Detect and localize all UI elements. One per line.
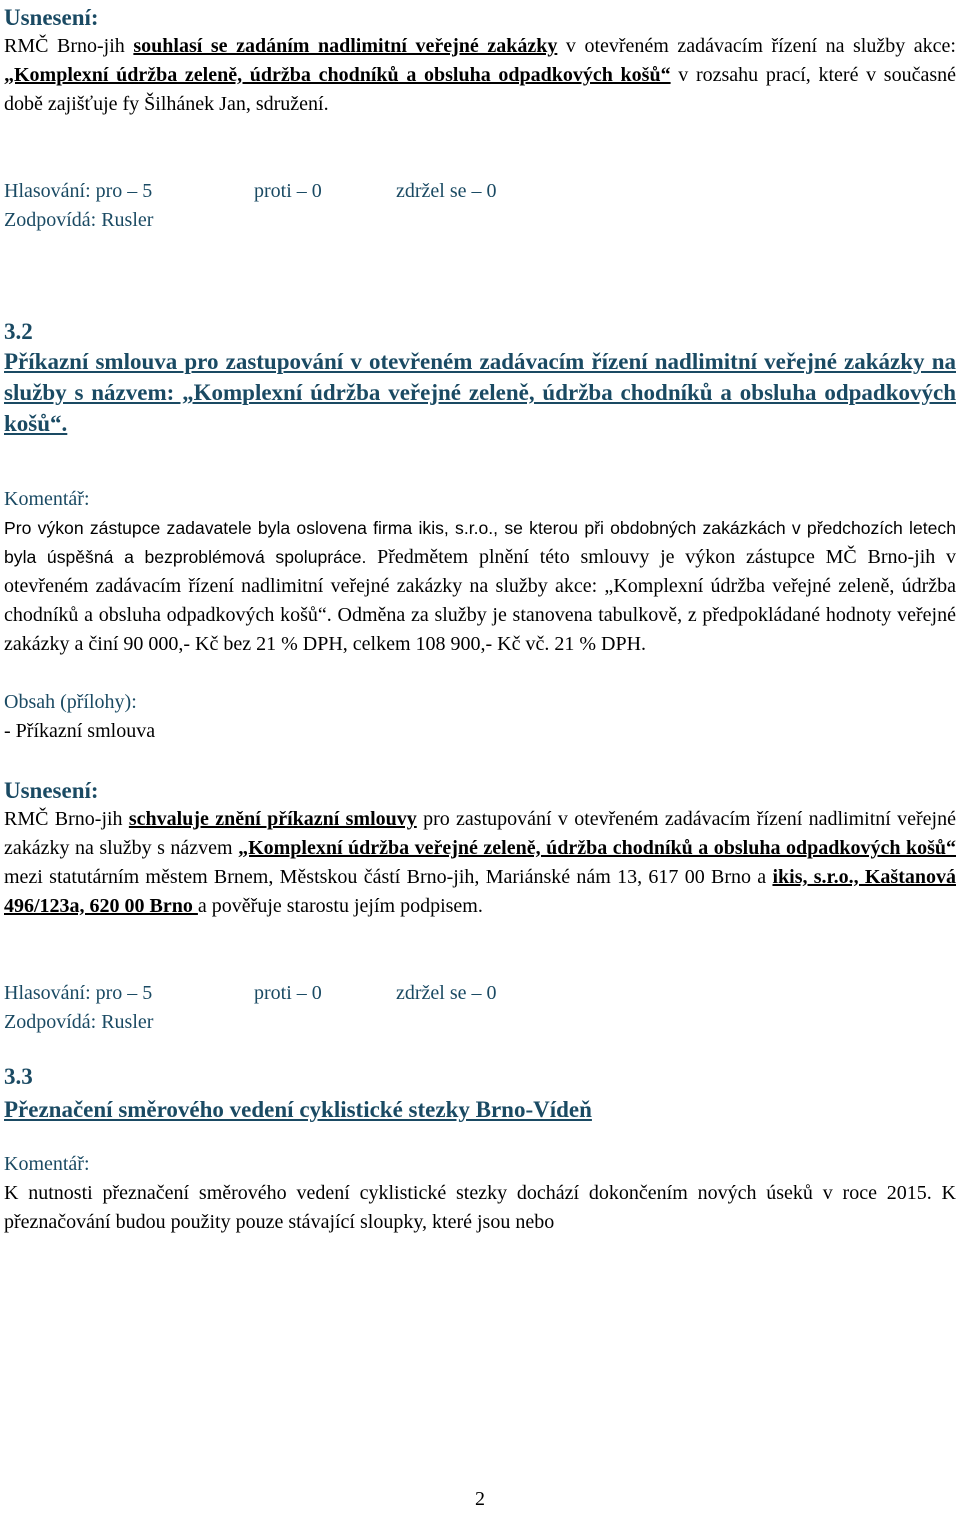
section-title-3-3: Přeznačení směrového vedení cyklistické stezky Brno-Vídeň (4, 1097, 592, 1122)
vote-line-2 (4, 979, 956, 1008)
resolution-text-1 (4, 32, 956, 119)
resolution-label-2: Usnesení: (4, 778, 99, 803)
section-title-3-2: Příkazní smlouva pro zastupování v otevřeném zadávacím řízení nadlimitní veřejné zakázky na služby s názvem: „Komplexní údržba veřejné zeleně, údržba chodníků a obsluha odpadkových košů“. (4, 349, 956, 436)
vote-2-pro: Hlasování: pro – 5 (4, 982, 153, 1004)
responsible-1: Zodpovídá: Rusler (4, 209, 154, 231)
vote-2-proti: proti – 0 (254, 982, 322, 1004)
vote-2-zdrzel: zdržel se – 0 (396, 982, 497, 1004)
resolution-1-part-2: souhlasí se zadáním nadlimitní veřejné zakázky (133, 35, 558, 57)
resolution-1-part-1: RMČ Brno-jih (4, 35, 134, 57)
resolution-1-part-5: v rozsahu prací, které v současné době zajišťuje fy Šilhánek Jan, sdružení. (4, 64, 956, 115)
resolution-label-1: Usnesení: (4, 5, 99, 30)
document-page (4, 3, 956, 1237)
comment-3-2-part-2: Předmětem plnění této smlouvy je výkon zástupce MČ Brno-jih v otevřeném zadávacím řízení nadlimitní veřejné zakázky na služby akce: „Komplexní údržba veřejné zeleně, údržba chodníků a obsluha odpadkových košů“. Odměna za služby je stanovena tabulkově, z předpokládané hodnoty veřejné zakázky a činí 90 000,- Kč bez 21 % DPH, celkem 108 900,- Kč vč. 21 % DPH. (4, 546, 957, 655)
comment-text-3-2 (4, 514, 956, 659)
comment-label-3-2: Komentář: (4, 488, 90, 510)
comment-label-3-3: Komentář: (4, 1153, 90, 1175)
resolution-1-part-4: „Komplexní údržba zeleně, údržba chodníků a obsluha odpadkových košů“ (4, 64, 671, 86)
vote-1-zdrzel: zdržel se – 0 (396, 180, 497, 202)
comment-3-2-part-1: Pro výkon zástupce zadavatele byla oslovena firma ikis, s.r.o., se kterou při obdobných zakázkách v předchozích letech byla úspěšná a bezproblémová spolupráce. (4, 518, 956, 567)
resolution-2-part-7: a pověřuje starostu jejím podpisem. (197, 895, 483, 917)
section-number-3-2: 3.2 (4, 319, 33, 344)
resolution-2-part-2: schvaluje znění příkazní smlouvy (128, 808, 417, 830)
attachment-item: - Příkazní smlouva (4, 720, 156, 742)
resolution-text-2 (4, 805, 956, 921)
resolution-2-part-4: „Komplexní údržba veřejné zeleně, údržba chodníků a obsluha odpadkových košů“ (238, 837, 956, 859)
resolution-1-part-3: v otevřeném zadávacím řízení na služby akce: (557, 35, 956, 57)
attachments-label: Obsah (přílohy): (4, 691, 137, 713)
vote-line-1 (4, 177, 956, 206)
responsible-2: Zodpovídá: Rusler (4, 1011, 154, 1033)
vote-1-proti: proti – 0 (254, 180, 322, 202)
resolution-2-part-5: mezi statutárním městem Brnem, Městskou částí Brno-jih, Mariánské nám 13, 617 00 Brno a (4, 866, 773, 888)
page-number: 2 (475, 1488, 485, 1510)
comment-text-3-3: K nutnosti přeznačení směrového vedení cyklistické stezky dochází dokončením nových úseků v roce 2015. K přeznačování budou použity pouze stávající sloupky, které jsou nebo (4, 1182, 956, 1233)
section-number-3-3: 3.3 (4, 1064, 33, 1089)
vote-1-pro: Hlasování: pro – 5 (4, 180, 153, 202)
resolution-2-part-6: ikis, s.r.o., Kaštanová 496/123a, 620 00 Brno (4, 866, 956, 917)
resolution-2-part-3: pro zastupování v otevřeném zadávacím řízení nadlimitní veřejné zakázky na služby s názvem (4, 808, 956, 859)
resolution-2-part-1: RMČ Brno-jih (4, 808, 129, 830)
